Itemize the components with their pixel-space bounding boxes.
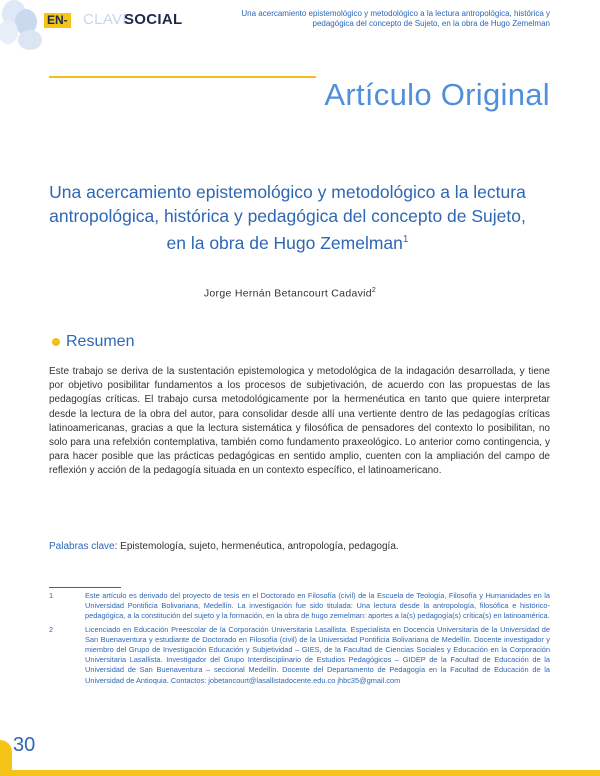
abstract-text: Este trabajo se deriva de la sustentación epistemologica y metodológica de la indagación desarrollada, y tiene por objetivo posibilitar fundamentos a los procesos de subjetivación, de acuerdo con las propuestas de las pedagogías críticas. El trabajo cursa metodológicamente por la hermenéutica en tanto que quiere interpretar desde la lectura de la obra del autor, para consolidar desde allí una vertiente dentro de las pedagogías críticas latinoamericanas, gracias a que la lectura sistemática y filosófica de pensadores del contexto lo posibilitan, no solo para una refelxión contemplativa, también como fundamento praxeológico. Lo anterior como contingencia, y para hacer posible que las prácticas pedagógicas en sentido amplio, cuenten con la ampliación del campo de reflexión y acción de la pedagogía situada en un contexto específico, el latinoamericano. bbox=[49, 366, 550, 477]
logo-prefix: EN- bbox=[44, 13, 71, 28]
page-number: 30 bbox=[13, 734, 36, 756]
article-type: Artículo Original bbox=[324, 77, 550, 112]
journal-logo bbox=[0, 0, 200, 60]
footnote-item bbox=[49, 625, 550, 686]
bullet-dot-icon bbox=[52, 338, 60, 346]
keywords-separator: : bbox=[114, 541, 121, 552]
footnote-text: Licenciado en Educación Preescolar de la Corporación Universitaria Lasallista. Especialista en Docencia Universitaria de la Universidad de San Buenaventura y estudiante de Doctorado en Filosofía (civil) de la Universidad Pontificia Bolivariana de Medellín. Docente investigador y miembro del Grupo de Investigación Educación y Subjetividad – GIES, de la Facultad de Ciencias Sociales y Educación en la Corporación Universitaria Lasallista. Investigador del Grupo Interdisciplinario de Estudios Pedagógicos – GIDEP de la Facultad de Educación de la Universidad de San Buenaventura – seccional Medellín. Docente del Departamento de Pedagogía en la Facultad de Educación de la Universidad de Antioquia. Contactos: jobetancourt@lasallistadocente.edu.co jhbc35@gmail.com bbox=[85, 624, 550, 685]
logo-word-clave: CLAVE bbox=[83, 11, 133, 28]
footnote-number: 2 bbox=[49, 624, 54, 634]
abstract-heading bbox=[52, 332, 134, 352]
title-footnote-ref[interactable]: 1 bbox=[402, 234, 409, 245]
running-head: Una acercamiento epistemológico y metodológico a la lectura antropológica, histórica y pedagógica del concepto de Sujeto, en la obra de Hugo Zemelman bbox=[241, 9, 550, 28]
footnotes bbox=[49, 591, 550, 689]
footnote-text: Este artículo es derivado del proyecto de tesis en el Doctorado en Filosofía (civil) de la Escuela de Teología, Filosofía y Humanidades en la Universidad Pontificia Bolivariana, Medellín. La investigación fue sido titulada: Una lectura desde la antropología, filosófica e histórico- pedagógica, a la constitución del sujeto y la formación, en la obra de hugo zemelman: aportes a la(s) pedagogía(s) crítica(s) en latinoamérica. bbox=[85, 591, 550, 621]
article-title-text: Una acercamiento epistemológico y metodológico a la lectura antropológica, histórica y pedagógica del concepto de Sujeto, en la obra de Hugo Zemelman bbox=[49, 182, 526, 253]
bottom-rule bbox=[0, 770, 600, 776]
section-rule bbox=[49, 76, 316, 78]
author-name-text: Jorge Hernán Betancourt Cadavid bbox=[203, 287, 372, 300]
logo-word-social: SOCIAL bbox=[124, 11, 183, 28]
author-name bbox=[80, 287, 500, 300]
article-title bbox=[40, 180, 535, 255]
abstract-heading-text: Resumen bbox=[66, 333, 135, 350]
footnote-rule bbox=[49, 587, 121, 588]
author-footnote-ref[interactable]: 2 bbox=[371, 287, 377, 294]
keywords-text: Epistemología, sujeto, hermenéutica, antropología, pedagogía. bbox=[120, 541, 399, 552]
footnote-number: 1 bbox=[49, 591, 54, 600]
keywords-label: Palabras clave bbox=[49, 541, 115, 552]
keywords bbox=[49, 540, 550, 554]
footnote-item bbox=[49, 591, 550, 622]
